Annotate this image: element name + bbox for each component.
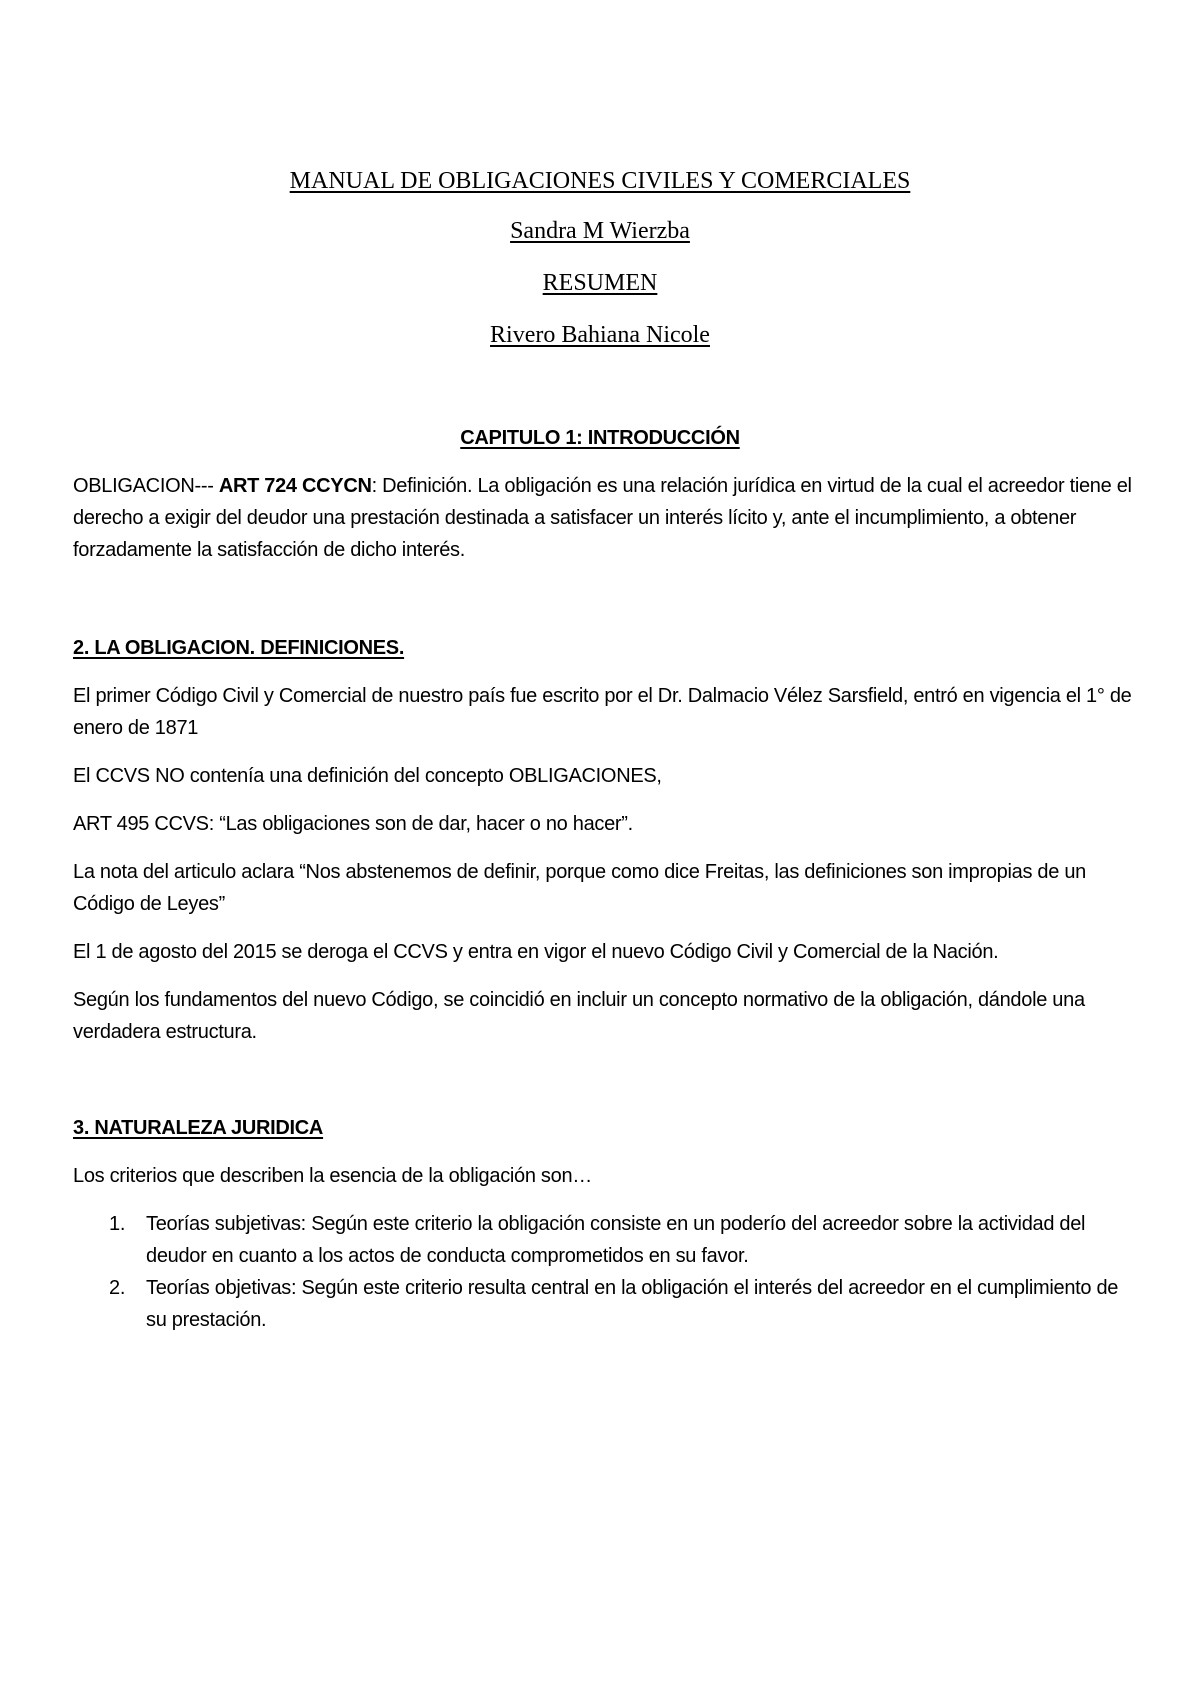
list-item-text: Teorías objetivas: Según este criterio resulta central en la obligación el interés del acreedor en el cumplimiento de su prestación. [146, 1277, 1119, 1331]
definition-prefix: OBLIGACION--- [73, 475, 219, 497]
section2-paragraph: El 1 de agosto del 2015 se deroga el CCVS y entra en vigor el nuevo Código Civil y Comercial de la Nación. [73, 941, 999, 963]
document-author-text: Sandra M Wierzba [510, 218, 690, 244]
section2-paragraph: El CCVS NO contenía una definición del concepto OBLIGACIONES, [73, 765, 662, 787]
document-student-text: Rivero Bahiana Nicole [490, 322, 710, 348]
document-summary-text: RESUMEN [542, 270, 658, 296]
list-item-number: 2. [109, 1277, 126, 1299]
document-author [0, 216, 1200, 246]
definition-article: ART 724 CCYCN [218, 475, 372, 497]
document-student [0, 320, 1200, 350]
section2-paragraph: El primer Código Civil y Comercial de nuestro país fue escrito por el Dr. Dalmacio Vélez Sarsfield, entró en vigencia el 1° de enero de 1871 [73, 685, 1132, 739]
section3-intro: Los criterios que describen la esencia de la obligación son… [73, 1165, 592, 1187]
list-item-number: 1. [109, 1213, 126, 1235]
list-item [73, 1208, 1133, 1272]
list-item-text: Teorías subjetivas: Según este criterio la obligación consiste en un poderío del acreedor sobre la actividad del deudor en cuanto a los actos de conducta comprometidos en su favor. [146, 1213, 1086, 1267]
document-summary-label [0, 268, 1200, 298]
document-title [0, 166, 1200, 196]
document-title-text: MANUAL DE OBLIGACIONES CIVILES Y COMERCIALES [289, 168, 911, 194]
section2-heading: 2. LA OBLIGACION. DEFINICIONES. [73, 637, 405, 659]
chapter1-heading: CAPITULO 1: INTRODUCCIÓN [460, 427, 740, 449]
section2-paragraph: La nota del articulo aclara “Nos abstenemos de definir, porque como dice Freitas, las definiciones son impropias de un Código de Leyes” [73, 861, 1086, 915]
section3-heading: 3. NATURALEZA JURIDICA [73, 1117, 324, 1139]
section2-paragraph: Según los fundamentos del nuevo Código, se coincidió en incluir un concepto normativo de la obligación, dándole una verdadera estructura. [73, 989, 1085, 1043]
section2-paragraph: ART 495 CCVS: “Las obligaciones son de dar, hacer o no hacer”. [73, 813, 633, 835]
chapter1-definition [73, 470, 1133, 566]
criteria-list [73, 1208, 1133, 1336]
definition-text: : Definición. La obligación es una relación jurídica en virtud de la cual el acreedor tiene el derecho a exigir del deudor una prestación destinada a satisfacer un interés lícito y, ante el incumplimiento, a obtener forzadamente la satisfacción de dicho interés. [73, 475, 1132, 561]
list-item [73, 1272, 1133, 1336]
